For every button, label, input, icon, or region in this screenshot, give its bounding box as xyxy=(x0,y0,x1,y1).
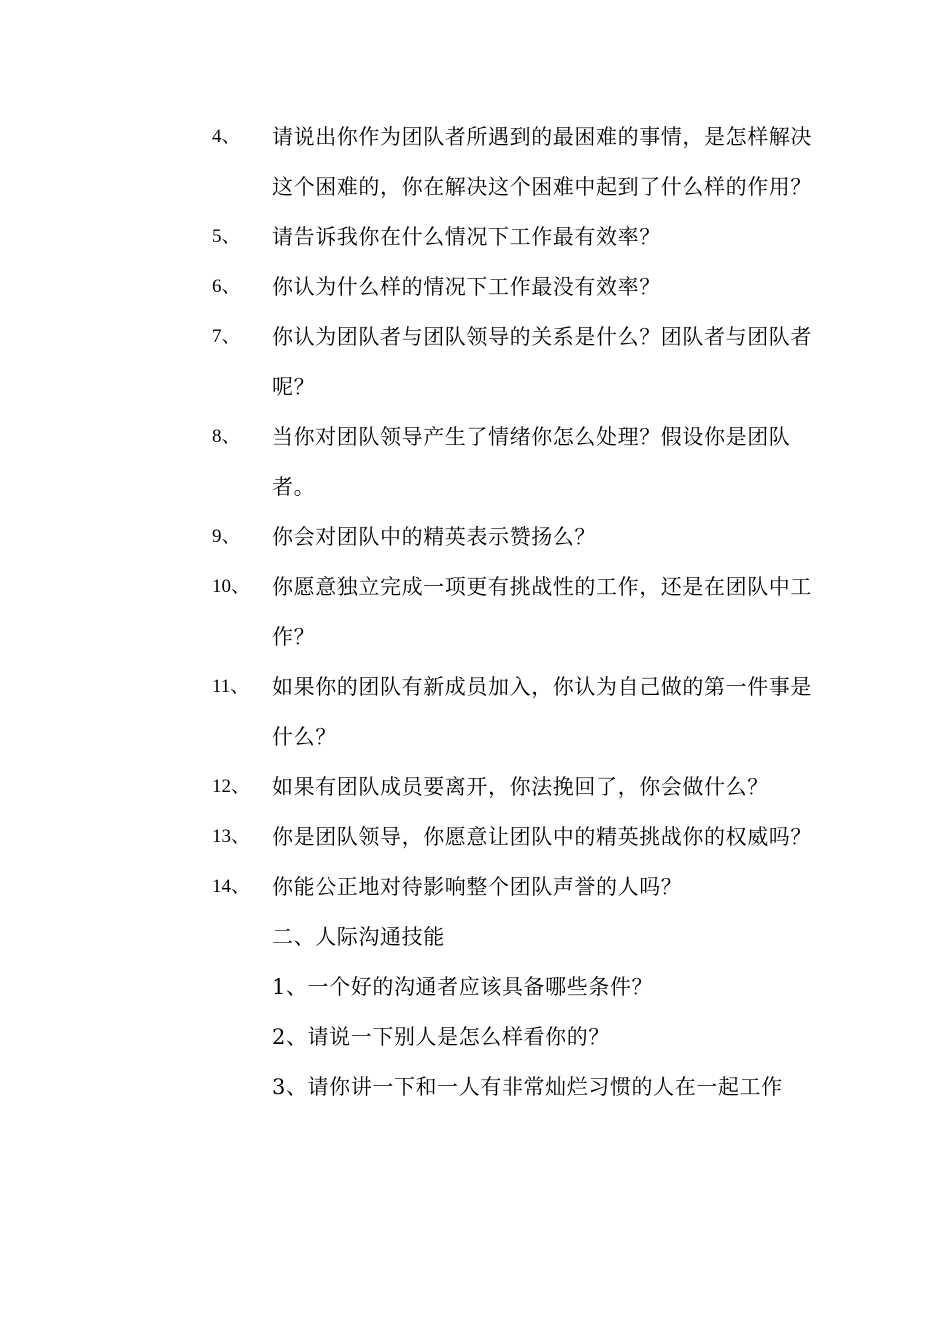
list-item xyxy=(212,762,812,812)
item-number: 5、 xyxy=(212,226,241,247)
item-text: 请告诉我你在什么情况下工作最有效率？ xyxy=(272,225,661,249)
item-text: 请说出你作为团队者所遇到的最困难的事情，是怎样解决这个困难的，你在解决这个困难中起到了什么样的作用？ xyxy=(272,125,812,199)
item-number: 6、 xyxy=(212,276,241,297)
item-text: 你认为什么样的情况下工作最没有效率？ xyxy=(272,275,661,299)
list-item xyxy=(212,812,812,862)
item-text: 如果有团队成员要离开，你法挽回了，你会做什么？ xyxy=(272,775,769,799)
item-number: 10、 xyxy=(212,576,251,597)
item-number: 13、 xyxy=(212,826,251,847)
question-list xyxy=(212,112,812,1112)
list-item xyxy=(212,112,812,212)
item-text: 你是团队领导，你愿意让团队中的精英挑战你的权威吗？ xyxy=(272,825,812,849)
item-text: 你会对团队中的精英表示赞扬么？ xyxy=(272,525,596,549)
section-line: 1、一个好的沟通者应该具备哪些条件？ xyxy=(272,975,654,999)
item-number: 8、 xyxy=(212,426,241,447)
list-item xyxy=(212,662,812,762)
list-item xyxy=(212,262,812,312)
item-number: 11、 xyxy=(212,676,250,697)
section-line: 2、请说一下别人是怎么样看你的？ xyxy=(272,1025,610,1049)
item-text: 你能公正地对待影响整个团队声誉的人吗？ xyxy=(272,875,683,899)
list-item xyxy=(212,212,812,262)
list-item xyxy=(212,562,812,662)
item-text: 如果你的团队有新成员加入，你认为自己做的第一件事是什么？ xyxy=(272,675,812,749)
section-line: 3、请你讲一下和一人有非常灿烂习惯的人在一起工作 xyxy=(272,1075,783,1099)
list-item xyxy=(212,312,812,412)
item-text: 你认为团队者与团队领导的关系是什么？团队者与团队者呢？ xyxy=(272,325,812,399)
item-number: 7、 xyxy=(212,326,241,347)
item-text: 你愿意独立完成一项更有挑战性的工作，还是在团队中工作？ xyxy=(272,575,812,649)
list-item xyxy=(212,512,812,562)
list-item xyxy=(212,412,812,512)
item-text: 当你对团队领导产生了情绪你怎么处理？假设你是团队者。 xyxy=(272,425,791,499)
item-number: 14、 xyxy=(212,876,251,897)
section-heading: 二、人际沟通技能 xyxy=(272,925,445,949)
list-item xyxy=(212,862,812,912)
item-number: 4、 xyxy=(212,126,241,147)
item-number: 9、 xyxy=(212,526,241,547)
item-number: 12、 xyxy=(212,776,251,797)
